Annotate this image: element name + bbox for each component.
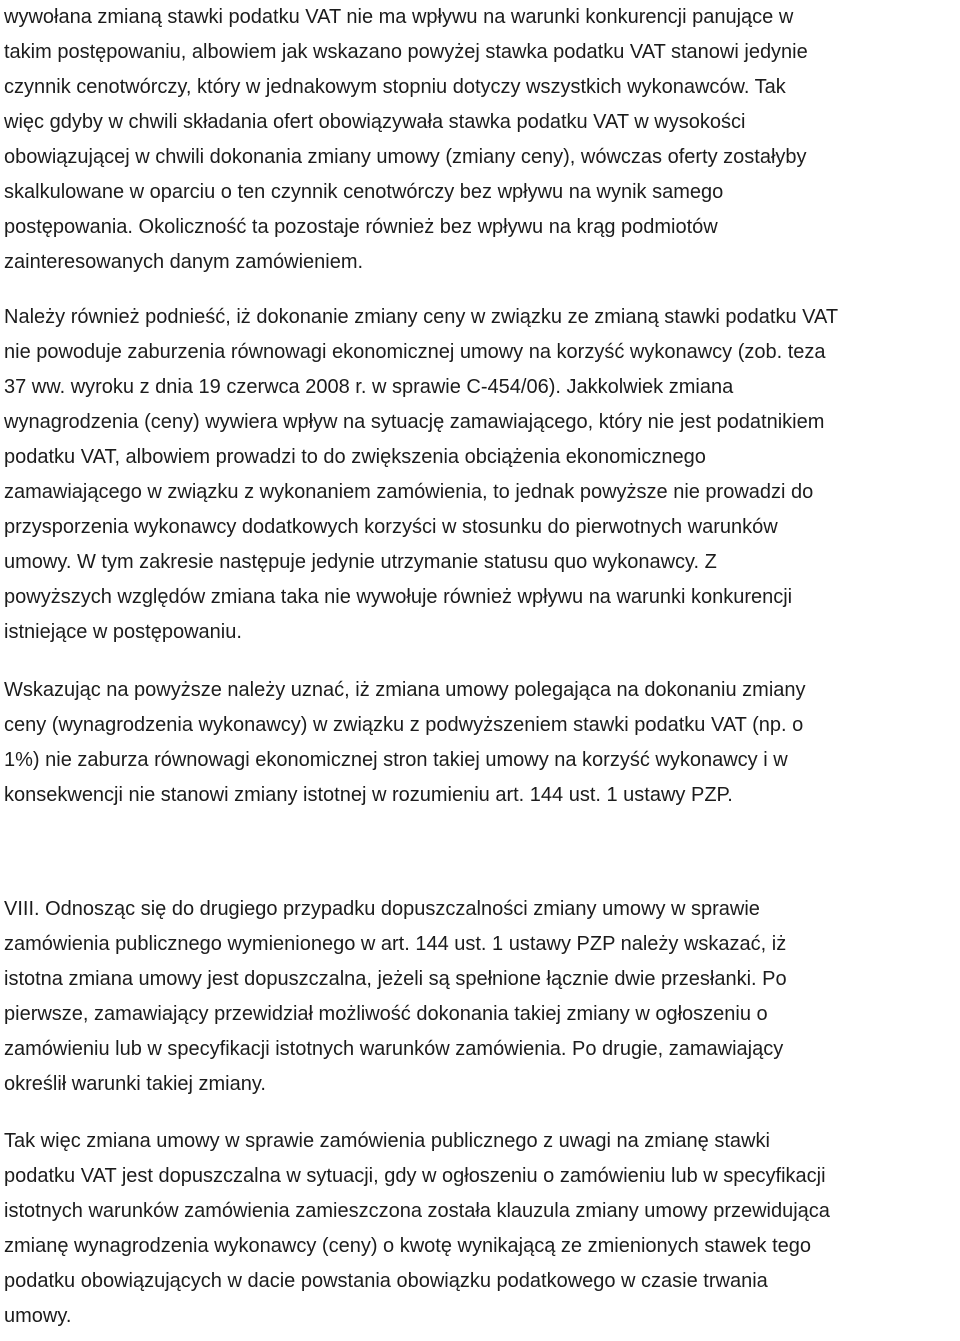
text-line: przysporzenia wykonawcy dodatkowych korzyści w stosunku do pierwotnych warunków	[4, 516, 778, 538]
text-line: VIII. Odnosząc się do drugiego przypadku dopuszczalności zmiany umowy w sprawie	[4, 898, 760, 920]
text-line: pierwsze, zamawiający przewidział możliwość dokonania takiej zmiany w ogłoszeniu o	[4, 1003, 768, 1025]
text-line: postępowania. Okoliczność ta pozostaje również bez wpływu na krąg podmiotów	[4, 216, 718, 238]
text-line: skalkulowane w oparciu o ten czynnik cenotwórczy bez wpływu na wynik samego	[4, 181, 724, 203]
text-line: istotna zmiana umowy jest dopuszczalna, jeżeli są spełnione łącznie dwie przesłanki. Po	[4, 968, 787, 990]
text-line: istotnych warunków zamówienia zamieszczona została klauzula zmiany umowy przewidująca	[4, 1200, 830, 1222]
text-line: 1%) nie zaburza równowagi ekonomicznej stron takiej umowy na korzyść wykonawcy i w	[4, 749, 788, 771]
paragraph-conclusion	[4, 673, 806, 813]
paragraph-contract-change-clause	[4, 1124, 830, 1334]
text-line: czynnik cenotwórczy, który w jednakowym stopniu dotyczy wszystkich wykonawców. Tak	[4, 76, 786, 98]
text-line: Należy również podnieść, iż dokonanie zmiany ceny w związku ze zmianą stawki podatku VAT	[4, 306, 839, 328]
text-line: wynagrodzenia (ceny) wywiera wpływ na sytuację zamawiającego, który nie jest podatnikiem	[4, 411, 825, 433]
text-line: nie powoduje zaburzenia równowagi ekonomicznej umowy na korzyść wykonawcy (zob. teza	[4, 341, 826, 363]
paragraph-section-viii	[4, 892, 787, 1102]
text-line: 37 ww. wyroku z dnia 19 czerwca 2008 r. w sprawie C-454/06). Jakkolwiek zmiana	[4, 376, 734, 398]
text-line: wywołana zmianą stawki podatku VAT nie ma wpływu na warunki konkurencji panujące w	[4, 6, 794, 28]
text-line: umowy.	[4, 1305, 72, 1327]
text-line: zamówieniu lub w specyfikacji istotnych warunków zamówienia. Po drugie, zamawiający	[4, 1038, 784, 1060]
text-line: istniejące w postępowaniu.	[4, 621, 242, 643]
text-line: obowiązującej w chwili dokonania zmiany umowy (zmiany ceny), wówczas oferty zostałyby	[4, 146, 807, 168]
text-line: więc gdyby w chwili składania ofert obowiązywała stawka podatku VAT w wysokości	[4, 111, 746, 133]
text-line: powyższych względów zmiana taka nie wywołuje również wpływu na warunki konkurencji	[4, 586, 793, 608]
text-line: Tak więc zmiana umowy w sprawie zamówienia publicznego z uwagi na zmianę stawki	[4, 1130, 770, 1152]
text-line: Wskazując na powyższe należy uznać, iż zmiana umowy polegająca na dokonaniu zmiany	[4, 679, 806, 701]
text-line: konsekwencji nie stanowi zmiany istotnej w rozumieniu art. 144 ust. 1 ustawy PZP.	[4, 784, 733, 806]
paragraph-vat-competition	[4, 0, 808, 280]
text-line: określił warunki takiej zmiany.	[4, 1073, 266, 1095]
text-line: ceny (wynagrodzenia wykonawcy) w związku z podwyższeniem stawki podatku VAT (np. o	[4, 714, 804, 736]
text-line: zainteresowanych danym zamówieniem.	[4, 251, 364, 273]
text-line: podatku VAT jest dopuszczalna w sytuacji, gdy w ogłoszeniu o zamówieniu lub w specyfikacji	[4, 1165, 826, 1187]
text-line: zamawiającego w związku z wykonaniem zamówienia, to jednak powyższe nie prowadzi do	[4, 481, 814, 503]
text-line: zmianę wynagrodzenia wykonawcy (ceny) o kwotę wynikającą ze zmienionych stawek tego	[4, 1235, 812, 1257]
text-line: zamówienia publicznego wymienionego w art. 144 ust. 1 ustawy PZP należy wskazać, iż	[4, 933, 787, 955]
text-line: podatku obowiązujących w dacie powstania obowiązku podatkowego w czasie trwania	[4, 1270, 768, 1292]
text-line: takim postępowaniu, albowiem jak wskazano powyżej stawka podatku VAT stanowi jedynie	[4, 41, 808, 63]
text-line: podatku VAT, albowiem prowadzi to do zwiększenia obciążenia ekonomicznego	[4, 446, 706, 468]
paragraph-economic-balance	[4, 300, 838, 650]
text-line: umowy. W tym zakresie następuje jedynie utrzymanie statusu quo wykonawcy. Z	[4, 551, 717, 573]
